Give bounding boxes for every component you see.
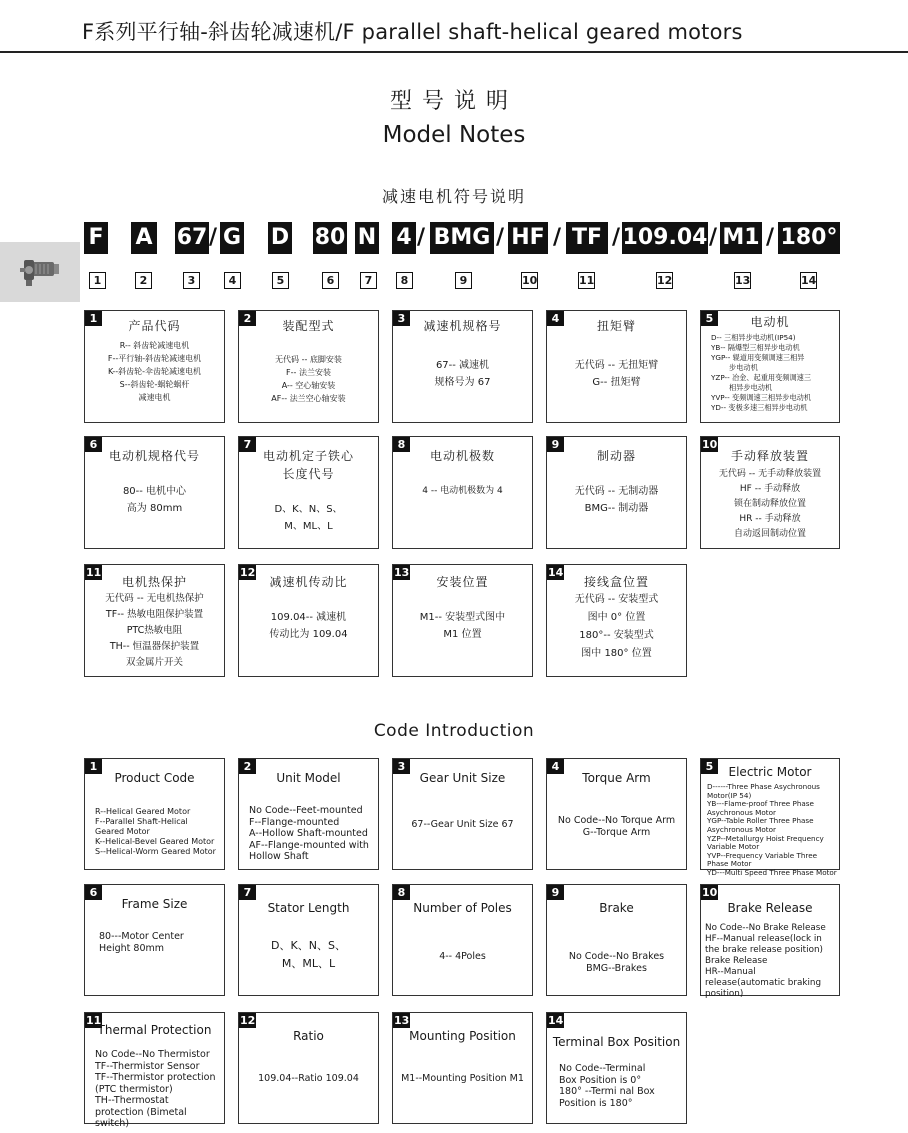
card-body (711, 333, 839, 413)
cn-card-terminal-box (546, 564, 687, 677)
cn-card-product-code (84, 310, 225, 423)
card-line: 180°-- 安装型式 (579, 630, 654, 641)
card-number: 13 (394, 566, 410, 579)
card-title: 制动器 (596, 449, 636, 463)
card-line: 减速电机 (138, 393, 171, 402)
code-box-7: N (355, 222, 379, 254)
card-body (95, 1049, 218, 1130)
code-number: 11 (579, 274, 595, 287)
card-number: 1 (85, 759, 102, 774)
card-line: F-- 法兰安装 (286, 368, 331, 377)
en-card-brake (546, 884, 687, 996)
code-number: 7 (360, 272, 377, 289)
card-title: Number of Poles (413, 901, 512, 915)
card-number: 7 (239, 437, 256, 452)
code-number: 10 (522, 274, 538, 287)
card-body (85, 591, 224, 671)
en-card-mounting-position (392, 1012, 533, 1124)
en-card-stator-length (238, 884, 379, 996)
card-title: 安装位置 (436, 575, 489, 589)
card-title: Product Code (114, 771, 195, 785)
model-code-row (0, 222, 908, 256)
card-number: 3 (393, 759, 410, 774)
card-line: D------Three Phase Asychronous Motor(IP 54) (707, 782, 820, 800)
cn-card-gear-unit-size (392, 310, 533, 423)
card-number: 8 (393, 437, 410, 452)
card-number: 6 (85, 885, 102, 900)
card-number: 12 (240, 1014, 256, 1027)
code-box-2: A (131, 222, 157, 254)
card-body (239, 1073, 378, 1085)
card-body (547, 357, 686, 391)
card-line: TF-- 热敏电阻保护装置 (105, 609, 204, 620)
code-number: 2 (135, 272, 152, 289)
code-intro-title: Code Introduction (373, 721, 535, 741)
code-separator: / (709, 225, 718, 250)
card-line: 4-- 4Poles (439, 951, 486, 962)
card-line: 无代码 -- 底脚安装 (275, 355, 342, 364)
card-title: 产品代码 (128, 319, 181, 333)
card-line: YGP-- 辊道用变频调速三相异 (711, 353, 805, 362)
card-line: R--Helical Geared Motor (95, 807, 191, 816)
card-line: No Code--No Brake Release (705, 923, 826, 933)
card-line: TH-- 恒温器保护装置 (109, 641, 200, 652)
en-card-unit-model (238, 758, 379, 870)
card-line: PTC热敏电阻 (126, 625, 183, 636)
code-box-10: HF (508, 222, 548, 254)
card-title: 电动机 (750, 315, 790, 329)
card-title: Brake (599, 901, 634, 915)
card-body (95, 807, 218, 857)
card-line: 180° --Termi nal Box Position is 180° (559, 1086, 655, 1109)
card-line: G--Torque Arm (582, 826, 651, 838)
card-body (99, 931, 218, 954)
card-body (85, 483, 224, 517)
code-separator: / (417, 225, 426, 250)
cn-card-stator-length (238, 436, 379, 549)
card-body (547, 591, 686, 663)
en-card-gear-unit-size (392, 758, 533, 870)
card-title: Torque Arm (582, 771, 651, 785)
card-line: 109.04--Ratio 109.04 (258, 1073, 359, 1084)
code-number: 12 (657, 274, 673, 287)
en-card-torque-arm (546, 758, 687, 870)
code-box-4: G (220, 222, 244, 254)
code-box-6: 80 (313, 222, 347, 254)
card-title: Thermal Protection (97, 1023, 212, 1037)
card-line: No Code--No Brakes (568, 951, 665, 962)
card-line: YVP-- 变频调速三相异步电动机 (711, 393, 812, 402)
en-card-product-code (84, 758, 225, 870)
card-title: 电动机极数 (429, 449, 495, 463)
card-number: 4 (547, 311, 564, 326)
card-line: TF--Thermistor Sensor (95, 1060, 200, 1072)
card-line: TF--Thermistor protection (PTC thermistor) (95, 1072, 216, 1095)
card-line: No Code--Feet-mounted (249, 805, 363, 816)
card-title: 电动机规格代号 (108, 449, 200, 463)
code-box-14: 180° (778, 222, 840, 254)
card-line: 锁在制动释放位置 (733, 499, 806, 509)
cn-card-assembly-type (238, 310, 379, 423)
en-card-ratio (238, 1012, 379, 1124)
code-number: 4 (224, 272, 241, 289)
card-line: F--Parallel Shaft-Helical Geared Motor (95, 817, 188, 836)
card-line: F--平行轴-斜齿轮减速电机 (107, 354, 202, 363)
card-line: M1-- 安装型式图中 (419, 612, 506, 623)
card-line: K--斜齿轮-伞齿轮减速电机 (107, 367, 202, 376)
card-number: 10 (702, 886, 718, 899)
cn-card-brake (546, 436, 687, 549)
card-body (701, 467, 839, 542)
card-line: Brake Release (705, 956, 768, 966)
card-line: 图中 180° 位置 (581, 648, 652, 659)
card-body (393, 951, 532, 963)
code-separator: / (766, 225, 775, 250)
card-title: Stator Length (267, 901, 350, 915)
card-line: 无代码 -- 安装型式 (574, 594, 659, 605)
card-line: 图中 0° 位置 (587, 612, 646, 623)
code-box-5: D (268, 222, 292, 254)
card-number: 13 (394, 1014, 410, 1027)
card-number: 3 (393, 311, 410, 326)
card-title: 扭矩臂 (596, 319, 636, 333)
card-line: YB-- 隔爆型三相异步电动机 (711, 343, 800, 352)
card-title: 电机热保护 (121, 575, 187, 589)
card-body (239, 353, 378, 405)
card-title: 接线盒位置 (583, 575, 649, 589)
card-number: 9 (547, 885, 564, 900)
en-card-frame-size (84, 884, 225, 996)
card-title: Gear Unit Size (419, 771, 506, 785)
code-box-11: TF (566, 222, 608, 254)
title-en: Model Notes (382, 122, 526, 148)
code-number: 13 (735, 274, 751, 287)
cn-card-poles (392, 436, 533, 549)
card-body (559, 1063, 666, 1109)
code-separator: / (612, 225, 621, 250)
cn-card-frame-size (84, 436, 225, 549)
card-number: 2 (239, 759, 256, 774)
card-number: 5 (701, 759, 718, 774)
card-title: 装配型式 (282, 319, 335, 333)
card-line: 无代码 -- 无制动器 (574, 486, 659, 497)
card-body (547, 951, 686, 974)
header-title: F系列平行轴-斜齿轮减速机/F parallel shaft-helical geared motors (82, 20, 743, 44)
card-line: HR--Manual release(automatic braking position) (705, 967, 822, 999)
card-line: YD---Multi Speed Three Phase Motor (707, 867, 837, 877)
card-line: 传动比为 109.04 (269, 629, 348, 640)
card-number: 14 (548, 1014, 564, 1027)
card-number: 10 (702, 438, 718, 451)
card-line: 双金属片开关 (125, 657, 183, 668)
cn-card-mounting-position (392, 564, 533, 677)
card-title: Ratio (293, 1029, 324, 1043)
card-line: S--Helical-Worm Geared Motor (95, 847, 216, 856)
code-number-row (0, 272, 908, 290)
card-line: M1 位置 (443, 629, 482, 640)
card-line: HR -- 手动释放 (739, 514, 801, 524)
card-line: M、ML、L (281, 957, 336, 970)
card-line: 相异步电动机 (729, 383, 773, 392)
card-number: 7 (239, 885, 256, 900)
card-line: 4 -- 电动机极数为 4 (422, 486, 503, 496)
code-box-12: 109.04 (622, 222, 708, 254)
card-number: 11 (86, 1014, 102, 1027)
card-title: 手动释放装置 (730, 449, 809, 463)
card-body (249, 805, 372, 863)
card-line: A-- 空心轴安装 (281, 381, 336, 390)
card-body (547, 483, 686, 517)
code-number: 6 (322, 272, 339, 289)
cn-card-ratio (238, 564, 379, 677)
card-title: 电动机定子铁心 (262, 449, 354, 463)
card-line: F--Flange-mounted (249, 816, 340, 828)
card-line: G-- 扭矩臂 (592, 377, 641, 388)
cn-card-torque-arm (546, 310, 687, 423)
card-line: 无代码 -- 无电机热保护 (105, 593, 204, 604)
card-line: 高为 80mm (126, 503, 183, 514)
title-cn: 型号说明 (389, 89, 518, 114)
card-title: 长度代号 (282, 467, 335, 481)
card-body (393, 609, 532, 643)
card-line: 无代码 -- 无扭矩臂 (574, 360, 659, 371)
card-line: YVP--Frequency Variable Three Phase Motor (707, 850, 818, 869)
code-number: 3 (183, 272, 200, 289)
card-line: No Code--Terminal Box Position is 0° (559, 1063, 646, 1086)
card-line: R-- 斜齿轮减速电机 (119, 341, 190, 350)
card-line: YGP--Table Roller Three Phase Asychronous Motor (707, 816, 814, 834)
card-line: YZP--Metallurgy Hoist Frequency Variable Motor (707, 833, 824, 852)
card-body (393, 1073, 532, 1085)
page-header (0, 0, 908, 54)
card-line: A--Hollow Shaft-mounted (249, 828, 368, 839)
symbol-title: 减速电机符号说明 (381, 187, 526, 206)
card-number: 2 (239, 311, 256, 326)
card-body (547, 815, 686, 838)
card-title: Terminal Box Position (552, 1035, 681, 1049)
card-number: 12 (240, 566, 256, 579)
card-title: Electric Motor (728, 765, 812, 779)
header-rule (0, 51, 908, 53)
card-number: 9 (547, 437, 564, 452)
card-number: 5 (701, 311, 718, 326)
en-card-brake-release (700, 884, 840, 999)
card-line: BMG-- 制动器 (584, 503, 649, 514)
code-box-8: 4 (392, 222, 416, 254)
card-line: YB---Flame-proof Three Phase Asychronous Motor (707, 799, 814, 817)
card-line: D、K、N、S、 (274, 504, 343, 515)
card-line: YD-- 变极多速三相异步电动机 (711, 403, 808, 412)
code-number: 8 (396, 272, 413, 289)
code-separator: / (209, 225, 218, 250)
card-line: 无代码 -- 无手动释放装置 (718, 469, 822, 479)
card-body (239, 609, 378, 643)
card-body (393, 357, 532, 391)
card-title: 减速机传动比 (269, 575, 348, 589)
cn-card-electric-motor (700, 310, 840, 423)
card-line: AF--Flange-mounted with Hollow Shaft (249, 839, 369, 862)
en-card-electric-motor (700, 758, 840, 877)
card-number: 6 (85, 437, 102, 452)
card-number: 11 (86, 566, 102, 579)
card-body (239, 501, 378, 535)
card-title: Frame Size (121, 897, 188, 911)
code-number: 9 (455, 272, 472, 289)
card-body (707, 783, 839, 878)
card-body (393, 819, 532, 831)
card-body (85, 339, 224, 404)
card-line: No Code--No Torque Arm (557, 815, 676, 826)
card-line: 67-- 减速机 (435, 360, 490, 371)
card-line: S--斜齿轮-蜗轮蜗杆 (119, 380, 190, 389)
card-line: 80-- 电机中心 (122, 486, 187, 497)
card-title: Unit Model (276, 771, 341, 785)
card-line: 自动返回制动位置 (733, 529, 806, 539)
card-line: 67--Gear Unit Size 67 (411, 819, 514, 830)
card-line: 80---Motor Center Height 80mm (99, 931, 184, 954)
card-line: M、ML、L (284, 521, 333, 532)
card-title: 减速机规格号 (423, 319, 502, 333)
code-box-1: F (84, 222, 108, 254)
card-line: 步电动机 (729, 363, 758, 372)
card-number: 4 (547, 759, 564, 774)
card-number: 1 (85, 311, 102, 326)
en-card-terminal-box (546, 1012, 687, 1124)
code-box-9: BMG (430, 222, 494, 254)
code-separator: / (496, 225, 505, 250)
card-number: 8 (393, 885, 410, 900)
card-body (705, 923, 837, 1000)
card-line: K--Helical-Bevel Geared Motor (95, 837, 215, 846)
card-body (239, 937, 378, 973)
card-line: AF-- 法兰空心轴安装 (271, 394, 346, 403)
cn-card-brake-release (700, 436, 840, 549)
code-box-13: M1 (720, 222, 762, 254)
card-line: YZP-- 冶金、起重用变频调速三 (711, 373, 812, 382)
card-line: D、K、N、S、 (271, 939, 346, 952)
card-line: 规格号为 67 (434, 377, 491, 388)
code-number: 1 (89, 272, 106, 289)
code-separator: / (553, 225, 562, 250)
card-title: Brake Release (727, 901, 813, 915)
en-card-thermal-protection (84, 1012, 225, 1129)
card-line: No Code--No Thermistor (95, 1049, 210, 1060)
card-line: D-- 三相异步电动机(IP54) (711, 333, 796, 342)
card-body (393, 483, 532, 500)
code-number: 5 (272, 272, 289, 289)
cn-card-thermal-protection (84, 564, 225, 677)
card-line: 109.04-- 减速机 (270, 612, 347, 623)
card-number: 14 (548, 566, 564, 579)
code-number: 14 (801, 274, 817, 287)
card-line: TH--Thermostat protection (Bimetal switch) (95, 1095, 187, 1129)
card-line: HF -- 手动释放 (739, 484, 801, 494)
card-line: BMG--Brakes (586, 962, 647, 974)
card-title: Mounting Position (409, 1029, 516, 1043)
code-box-3: 67 (175, 222, 209, 254)
card-line: M1--Mounting Position M1 (401, 1073, 524, 1084)
card-line: HF--Manual release(lock in the brake release position) (705, 934, 823, 955)
en-card-poles (392, 884, 533, 996)
